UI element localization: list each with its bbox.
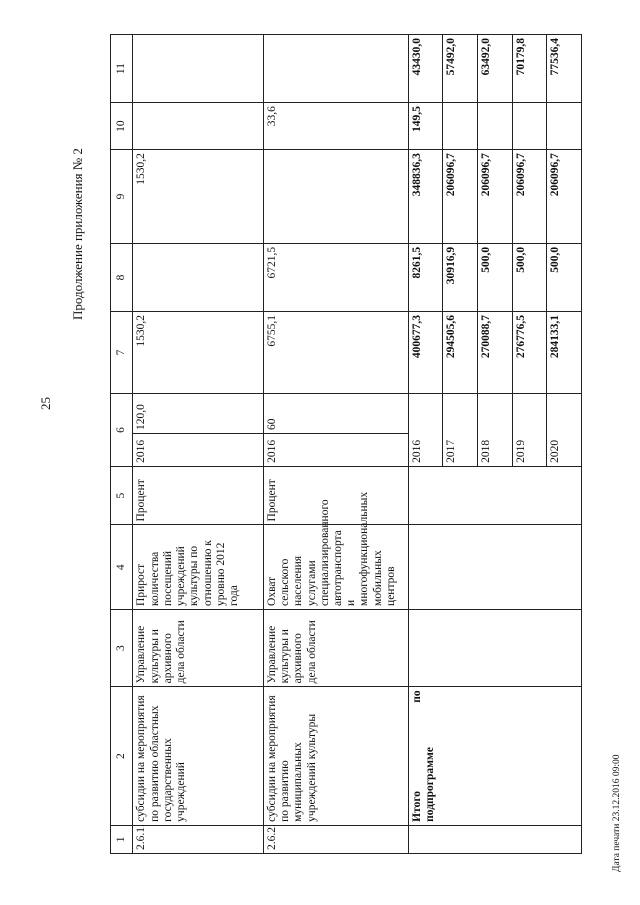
col-header: 4 (111, 525, 133, 609)
total-c10 (477, 103, 512, 150)
total-c10 (547, 103, 582, 150)
table-row (133, 35, 263, 854)
row-unit: Процент (133, 466, 263, 525)
row-code: 2.6.1. (133, 825, 263, 853)
total-row (408, 35, 443, 854)
total-c9: 206096,7 (443, 150, 478, 244)
col-header: 3 (111, 609, 133, 686)
total-c8: 500,0 (512, 243, 547, 311)
row-indicator: Охват сельского населения услугами специализированного автотранспорта и многофункциональных мобильных центров (263, 525, 408, 609)
total-c11: 70179,8 (512, 35, 547, 103)
total-c11: 63492,0 (477, 35, 512, 103)
row-executor: Управление культуры и архивного дела области (263, 609, 408, 686)
row-name: субсидии на мероприятия по развитию областных государственных учреждений (133, 687, 263, 825)
total-label (408, 687, 581, 825)
row-unit: Процент (263, 466, 408, 525)
total-c7: 284133,1 (547, 311, 582, 393)
total-c10 (512, 103, 547, 150)
total-year: 2016 (408, 394, 443, 467)
col-header: 2 (111, 687, 133, 825)
row-name: субсидии на мероприятия по развитию муниципальных учреждений культуры (263, 687, 408, 825)
row-code: 2.6.2. (263, 825, 408, 853)
total-c8: 30916,9 (443, 243, 478, 311)
total-year: 2018 (477, 394, 512, 467)
total-c9: 206096,7 (512, 150, 547, 244)
total-c8: 500,0 (477, 243, 512, 311)
row-c10: 33,6 (263, 103, 408, 150)
row-target: 120,0 (133, 394, 263, 434)
col-header: 1 (111, 825, 133, 853)
row-indicator: Прирост количества посещений учреждений культуры по отношению к уровню 2012 года (133, 525, 263, 609)
total-c9: 206096,7 (547, 150, 582, 244)
row-c9: 1530,2 (133, 150, 263, 244)
total-label-right: по (410, 690, 423, 703)
row-c8: 6721,5 (263, 243, 408, 311)
total-c10 (443, 103, 478, 150)
total-c9: 348836,3 (408, 150, 443, 244)
total-c7: 276776,5 (512, 311, 547, 393)
total-year: 2020 (547, 394, 582, 467)
col-header: 10 (111, 103, 133, 150)
col-header: 5 (111, 466, 133, 525)
col-header: 9 (111, 150, 133, 244)
total-label-left: Итого (410, 790, 423, 822)
total-code-cell (408, 825, 581, 853)
total-indicator-cell (408, 525, 581, 609)
row-c11 (263, 35, 408, 103)
total-c7: 270088,7 (477, 311, 512, 393)
row-c7: 6755,1 (263, 311, 408, 393)
total-executor-cell (408, 609, 581, 686)
header-row (111, 35, 133, 854)
col-header: 8 (111, 243, 133, 311)
row-c11 (133, 35, 263, 103)
total-c11: 43430,0 (408, 35, 443, 103)
row-year: 2016 (263, 433, 408, 466)
total-label-bottom: подпрограмме (423, 747, 436, 822)
row-year: 2016 (133, 433, 263, 466)
table-row (263, 35, 408, 854)
appendix-title: Продолжение приложения № 2 (70, 148, 85, 320)
col-header: 11 (111, 35, 133, 103)
program-table-frame (110, 34, 582, 854)
row-c9 (263, 150, 408, 244)
total-c8: 8261,5 (408, 243, 443, 311)
row-c10 (133, 103, 263, 150)
print-date: Дата печати 23.12.2016 09:00 (612, 754, 622, 872)
total-c9: 206096,7 (477, 150, 512, 244)
total-c7: 294505,6 (443, 311, 478, 393)
total-year: 2019 (512, 394, 547, 467)
total-c7: 400677,3 (408, 311, 443, 393)
total-c11: 77536,4 (547, 35, 582, 103)
col-header: 6 (111, 394, 133, 467)
row-target: 60 (263, 394, 408, 434)
page-number: 25 (38, 397, 53, 410)
row-c7: 1530,2 (133, 311, 263, 393)
total-year: 2017 (443, 394, 478, 467)
total-c10: 149,5 (408, 103, 443, 150)
total-c8: 500,0 (547, 243, 582, 311)
program-table (110, 34, 582, 854)
total-c11: 57492,0 (443, 35, 478, 103)
total-unit-cell (408, 466, 581, 525)
row-c8 (133, 243, 263, 311)
col-header: 7 (111, 311, 133, 393)
row-executor: Управление культуры и архивного дела области (133, 609, 263, 686)
